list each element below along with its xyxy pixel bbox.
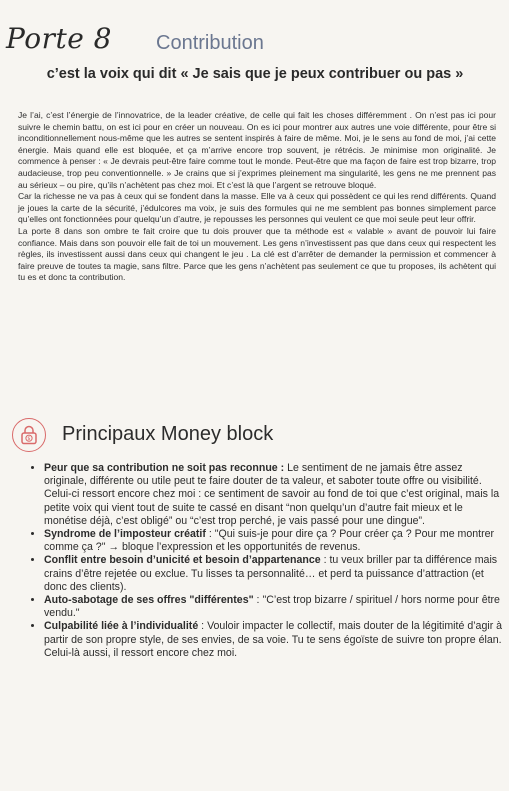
list-item (44, 554, 506, 594)
item-text: : tu veux briller par ta différence mais crains d’être rejetée ou exclue. Tu lisses ta personnalité… et perd ta puissance d’attraction (et donc des clients). (44, 554, 498, 593)
item-heading: Peur que sa contribution ne soit pas reconnue : (44, 462, 285, 474)
body-text (18, 110, 496, 284)
lock-icon (20, 425, 38, 445)
item-text: Le sentiment de ne jamais être assez originale, différente ou utile peut te faire douter de ta valeur, et saboter toute offre ou visibilité. Celui-ci ressort encore chez moi : ce sentiment de savoir au fond de toi que c’est original, mais la petite voix qui vient tout de suite te cassé en disant “non quelqu’un d’autre fait mieux et le monétise déjà, c’est obligé” ou “c’est trop perché, je vais passé pour une dingue”. (44, 462, 500, 527)
list-item (44, 594, 506, 620)
list-item (44, 528, 506, 554)
paragraph: Je l’ai, c’est l’énergie de l’innovatrice, de la leader créative, de celle qui fait les choses différemment . On n’est pas ici pour suivre le chemin battu, on est ici pour en créer un nouveau. On es ici pour montrer aux autres une voie différente, pour être si inconditionnellement nous-même que les autres se sentent inspirés à faire de même. Moi, je le sens au fond de moi, j’ai cette énergie. Mais quand elle est bloquée, et ça m’arrive encore trop souvent, je rétrécis. Je minimise mon originalité. Je commence à penser : « Je devrais peut-être faire comme tout le monde. Peut-être que ma façon de faire est trop bizarre, trop audacieuse, trop peu conventionnelle. » Je crains que si j’exprimes pleinement ma singularité, les gens ne me prennent pas au sérieux – ou pire, qu’ils n’achètent pas chez moi. Et c’est là que l’argent se retrouve bloqué. (18, 110, 496, 190)
item-heading: Syndrome de l’imposteur créatif (44, 528, 206, 541)
page-header (6, 22, 506, 62)
item-heading: Auto-sabotage de ses offres "différentes" (44, 594, 254, 607)
money-block-header (12, 418, 492, 454)
money-block-list (26, 462, 506, 660)
section-title: Contribution (156, 32, 264, 54)
item-text: : "C’est trop bizarre / spirituel / hors norme pour être vendu." (44, 594, 500, 620)
paragraph: La porte 8 dans son ombre te fait croire que tu dois prouver que ta méthode est « valable » avant de pouvoir lui faire confiance. Mais dans son pouvoir elle fait de toi un mouvement. Les gens n’investissent pas que dans ceux qui respectent les règles, ils investissent aussi dans ceux qui changent le jeu . La clé est d’arrêter de demander la permission et commencer à faire preuve de toutes ta magie, sans filtre. Parce que les gens n’achètent pas seulement ce que tu proposes, ils achètent qui tu es et donc ta contribution. (18, 225, 496, 283)
item-heading: Culpabilité liée à l’individualité (44, 620, 199, 633)
list-item (44, 462, 506, 528)
svg-text:$: $ (27, 436, 31, 442)
paragraph: Car la richesse ne va pas à ceux qui se fondent dans la masse. Elle va à ceux qui possèdent ce qui les rend différents. Quand je joues la carte de la sécurité, j’édulcores ma voix, je suis des formules qui ne me semblent pas bonnes simplement parce qu’elles ont fonctionnées pour quelqu’un d’autre, je repousses les personnes qui veulent ce que moi seule peut leur offrir. (18, 191, 496, 225)
item-text: : Vouloir impacter le collectif, mais douter de la légitimité d’agir à partir de son propre style, de ses envies, de sa voie. Tu te sens égoïste de suivre ton propre élan. Celui-là aussi, il ressort encore chez moi. (44, 620, 503, 659)
lock-icon-badge (12, 418, 46, 452)
item-heading: Conflit entre besoin d’unicité et besoin d’appartenance (44, 554, 321, 567)
gate-title: Porte 8 (6, 22, 112, 55)
money-block-title: Principaux Money block (62, 423, 274, 445)
item-text: : "Qui suis-je pour dire ça ? Pour créer ça ? Pour me montrer comme ça ?" → bloque l’expression et les opportunités de revenus. (44, 528, 495, 554)
list-item (44, 620, 506, 660)
subtitle: c’est la voix qui dit « Je sais que je peux contribuer ou pas » (46, 66, 464, 82)
